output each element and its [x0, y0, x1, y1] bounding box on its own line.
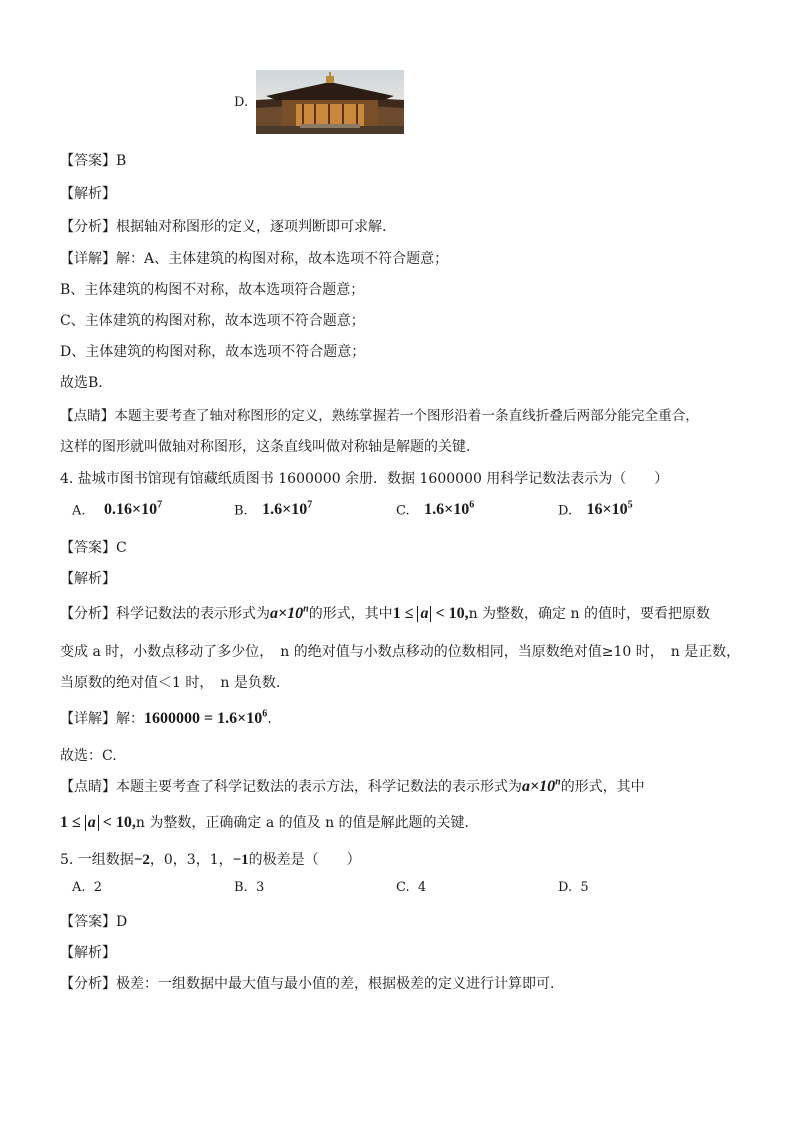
q4-option-d [558, 500, 633, 519]
fenxi-text: n 为整数，确定 n 的值时，要看把原数 [468, 606, 710, 622]
option-value: 5 [580, 880, 589, 895]
q5-option-c [396, 880, 426, 895]
q5-option-b [234, 880, 264, 895]
absolute-value-var: a [417, 606, 431, 622]
option-exponent: 7 [157, 500, 163, 511]
option-label: D. [558, 503, 573, 519]
option-value: 16×10 [586, 501, 628, 519]
absolute-value-var: a [85, 815, 99, 831]
option-label: C. [396, 880, 410, 895]
stem-text: ，0，3，1， [149, 852, 233, 868]
q3-dianjing-2: 这样的图形就叫做轴对称图形，这条直线叫做对称轴是解题的关键. [60, 439, 471, 455]
inequality-right: < 10, [431, 605, 469, 622]
option-exponent: 6 [469, 500, 475, 511]
q4-fenxi-line-3: 当原数的绝对值＜1 时， n 是负数. [60, 675, 281, 691]
formula-exponent: n [303, 603, 309, 615]
q4-dianjing-line-1 [60, 776, 645, 796]
q5-answer: 【答案】D [60, 914, 128, 930]
option-value: 0.16×10 [103, 501, 158, 519]
inequality-right: < 10, [98, 814, 136, 831]
stem-data: −2 [133, 852, 150, 868]
q4-fenxi-line-2: 变成 a 时，小数点移动了多少位， n 的绝对值与小数点移动的位数相同，当原数绝对值≥10 时， n 是正数， [60, 644, 741, 660]
stem-data: −1 [232, 852, 249, 868]
q3-dianjing-1: 【点睛】本题主要考查了轴对称图形的定义，熟练掌握若一个图形沿着一条直线折叠后两部分能完全重合， [60, 408, 699, 424]
q5-option-a [72, 880, 102, 895]
q4-dianjing-line-2 [60, 812, 469, 832]
q5-fenxi: 【分析】极差：一组数据中最大值与最小值的差，根据极差的定义进行计算即可. [60, 976, 555, 992]
inequality-left: 1 ≤ [392, 605, 418, 622]
formula: a×10 [270, 605, 304, 622]
formula: 1600000 = 1.6×10 [144, 710, 263, 727]
option-label: A. [72, 880, 86, 895]
dianjing-text: 【点睛】本题主要考查了科学记数法的表示方法，科学记数法的表示形式为 [60, 779, 522, 795]
q4-option-c [396, 500, 474, 519]
stem-text: 5. 一组数据 [60, 852, 134, 868]
dianjing-text: 的形式，其中 [560, 779, 645, 795]
option-value: 4 [417, 880, 427, 895]
q3-xiangjie: 【详解】解：A、主体建筑的构图对称，故本选项不符合题意； [60, 251, 449, 267]
pavilion-photo [256, 70, 404, 134]
formula-exponent: n [555, 776, 561, 788]
stem-text: 的极差是（ ） [248, 852, 361, 868]
q3-answer: 【答案】B [60, 153, 127, 169]
q3-line-c: C、主体建筑的构图对称，故本选项不符合题意； [60, 313, 365, 329]
option-label: B. [234, 503, 248, 519]
formula-exponent: 6 [262, 708, 268, 720]
q5-analysis-heading: 【解析】 [60, 945, 116, 961]
option-value: 1.6×10 [424, 501, 470, 519]
q3-fenxi: 【分析】根据轴对称图形的定义，逐项判断即可求解. [60, 219, 387, 235]
q4-option-b [234, 500, 312, 519]
q5-stem [60, 849, 361, 869]
q4-stem: 4. 盐城市图书馆现有馆藏纸质图书 1600000 余册．数据 1600000 用科学记数法表示为（ ） [60, 471, 669, 487]
q4-xiangjie [60, 708, 272, 728]
option-label: D. [558, 880, 573, 895]
dianjing-text: n 为整数，正确确定 a 的值及 n 的值是解此题的关键. [135, 815, 469, 831]
option-exponent: 5 [627, 500, 633, 511]
q3-line-d: D、主体建筑的构图对称，故本选项不符合题意； [60, 344, 366, 360]
q3-choose: 故选B. [60, 375, 103, 391]
q4-option-a [72, 500, 162, 519]
xiangjie-text: 【详解】解： [60, 711, 144, 727]
fenxi-text: 的形式，其中 [308, 606, 393, 622]
option-exponent: 7 [307, 500, 313, 511]
q4-answer: 【答案】C [60, 540, 127, 556]
q3-analysis-heading: 【解析】 [60, 186, 116, 202]
q5-option-d [558, 880, 589, 895]
option-value: 3 [255, 880, 265, 895]
q4-analysis-heading: 【解析】 [60, 571, 116, 587]
inequality-left: 1 ≤ [60, 814, 85, 831]
option-value: 2 [93, 880, 103, 895]
option-label: A. [72, 503, 86, 519]
q4-choose: 故选：C. [60, 748, 117, 764]
q3-line-b: B、主体建筑的构图不对称，故本选项符合题意； [60, 282, 365, 298]
xiangjie-text: . [267, 711, 272, 727]
option-value: 1.6×10 [262, 501, 308, 519]
option-label: C. [396, 503, 410, 519]
formula: a×10 [522, 778, 556, 795]
option-d-label: D. [234, 95, 249, 110]
q4-fenxi-line-1 [60, 603, 710, 623]
fenxi-text: 【分析】科学记数法的表示形式为 [60, 606, 270, 622]
option-label: B. [234, 880, 248, 895]
